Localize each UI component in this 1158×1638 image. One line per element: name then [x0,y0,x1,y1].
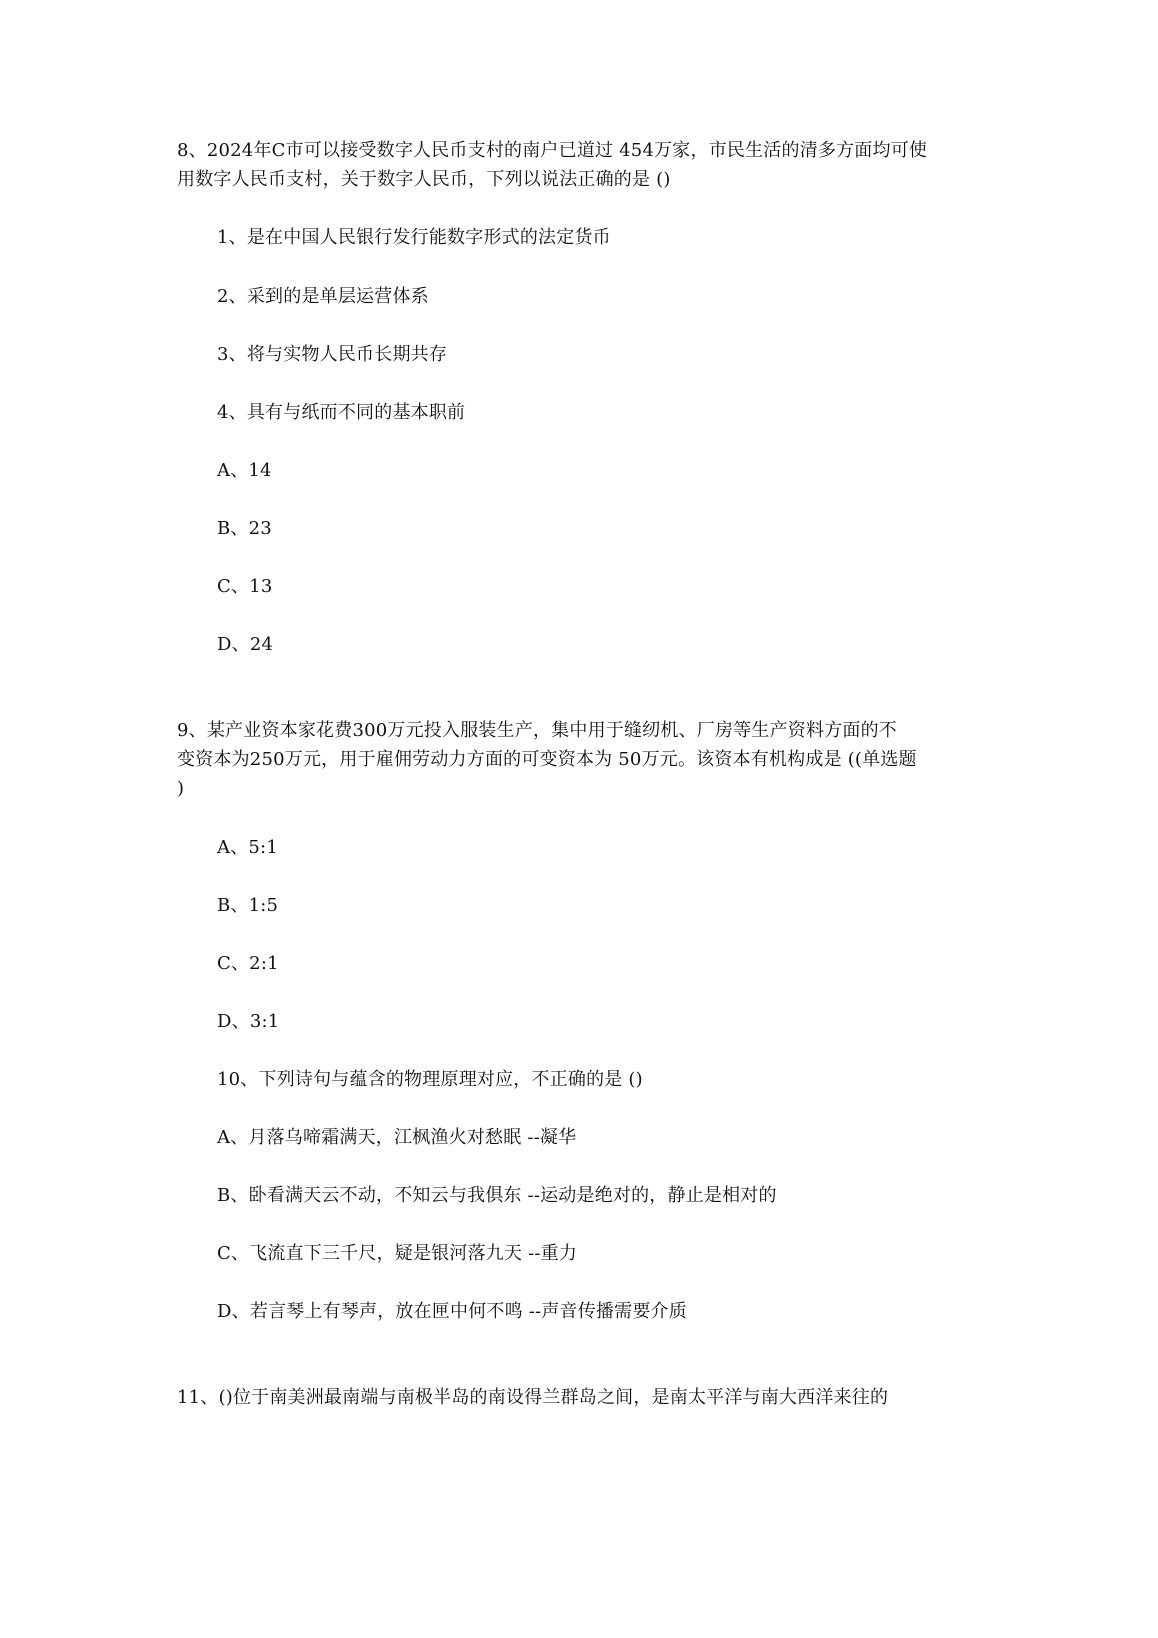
question-8-option-b: B、23 [217,518,272,539]
question-8-stem-line-1: 8、2024年C市可以接受数字人民币支村的南户已道过 454万家，市民生活的清多方面均可使 [177,140,928,161]
question-9-stem-line-3: ) [177,778,185,799]
question-8-option-a: A、14 [217,460,272,481]
question-8-option-c: C、13 [217,576,273,597]
question-10-option-b: B、卧看满天云不动，不知云与我俱东 --运动是绝对的，静止是相对的 [217,1185,777,1206]
question-9-option-c: C、2:1 [217,953,279,974]
question-8-statement-3: 3、将与实物人民币长期共存 [217,344,448,365]
question-10-option-a: A、月落乌啼霜满天，江枫渔火对愁眠 --凝华 [217,1127,577,1148]
question-8-statement-4: 4、具有与纸而不同的基本职前 [217,402,466,423]
question-11-stem-line-1: 11、()位于南美洲最南端与南极半岛的南设得兰群岛之间，是南太平洋与南大西洋来往的 [177,1387,889,1408]
question-8-statement-1: 1、是在中国人民银行发行能数字形式的法定货币 [217,227,611,248]
question-9-option-a: A、5:1 [217,837,278,858]
question-8-stem-line-2: 用数字人民币支村，关于数字人民币，下列以说法正确的是 () [177,169,671,190]
question-9-option-d: D、3:1 [217,1011,280,1032]
question-10-option-d: D、若言琴上有琴声，放在匣中何不鸣 --声音传播需要介质 [217,1301,687,1322]
question-9-stem-line-2: 变资本为250万元，用于雇佣劳动力方面的可变资本为 50万元。该资本有机构成是 ((单选题 [177,749,917,770]
question-9-stem-line-1: 9、某产业资本家花费300万元投入服装生产，集中用于缝纫机、厂房等生产资料方面的不 [177,720,898,741]
question-9-option-b: B、1:5 [217,895,279,916]
question-10-stem: 10、下列诗句与蕴含的物理原理对应，不正确的是 () [217,1069,643,1090]
question-10-option-c: C、飞流直下三千尺，疑是银河落九天 --重力 [217,1243,578,1264]
question-8-option-d: D、24 [217,634,274,655]
question-8-statement-2: 2、采到的是单层运营体系 [217,286,429,307]
